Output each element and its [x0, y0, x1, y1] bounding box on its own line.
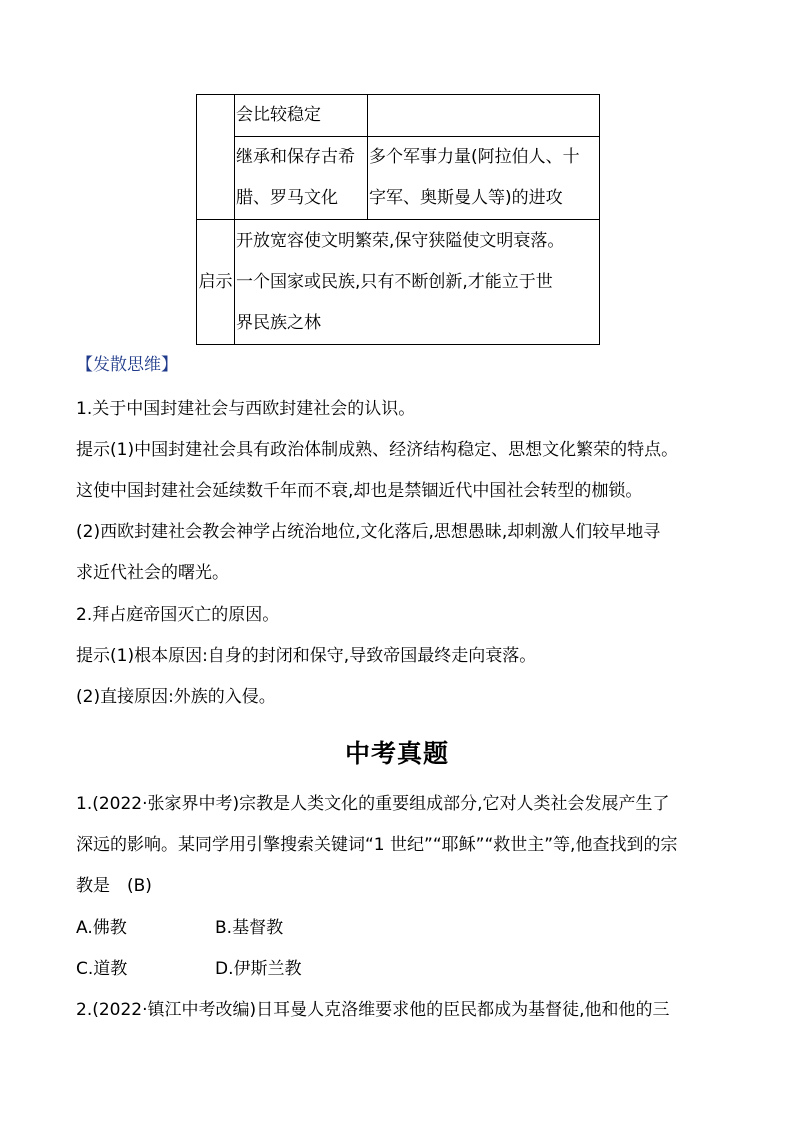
answer-option-c: C.道教 [76, 959, 128, 979]
divergent-thinking-tag: 【发散思维】 [76, 355, 178, 375]
question-text: 1.关于中国封建社会与西欧封建社会的认识。 [76, 399, 416, 419]
hint-text: (2)西欧封建社会教会神学占统治地位,文化落后,思想愚昧,却刺激人们较早地寻 [76, 522, 661, 542]
cell-line: 一个国家或民族,只有不断创新,才能立于世 [236, 271, 553, 292]
table-cell [368, 137, 600, 220]
table-row [197, 137, 600, 220]
table-row-label: 启示 [197, 220, 235, 345]
table-cell [235, 220, 600, 345]
table-row [197, 95, 600, 137]
exam-question-text: 深远的影响。某同学用引擎搜索关键词“1 世纪”“耶稣”“救世主”等,他查找到的宗 [76, 835, 678, 855]
exam-question-text: 1.(2022·张家界中考)宗教是人类文化的重要组成部分,它对人类社会发展产生了 [76, 794, 670, 814]
cell-line: 界民族之林 [236, 312, 321, 333]
hint-text: 求近代社会的曙光。 [76, 563, 229, 583]
hint-text: 提示(1)中国封建社会具有政治体制成熟、经济结构稳定、思想文化繁荣的特点。 [76, 440, 679, 460]
cell-line: 字军、奥斯曼人等)的进攻 [369, 188, 563, 208]
exam-question-text: 教是 (B) [76, 876, 152, 896]
table-cell [235, 137, 368, 220]
comparison-table [196, 94, 600, 345]
hint-text: (2)直接原因:外族的入侵。 [76, 687, 276, 707]
cell-line: 腊、罗马文化 [236, 188, 338, 208]
section-title: 中考真题 [344, 739, 449, 768]
cell-line: 继承和保存古希 [236, 147, 355, 167]
table-cell: 会比较稳定 [235, 95, 368, 137]
hint-text: 这使中国封建社会延续数千年而不衰,却也是禁锢近代中国社会转型的枷锁。 [76, 481, 643, 501]
table-cell [368, 95, 600, 137]
cell-line: 开放宽容使文明繁荣,保守狭隘使文明衰落。 [236, 230, 565, 251]
question-text: 2.拜占庭帝国灭亡的原因。 [76, 605, 280, 625]
exam-question-text: 2.(2022·镇江中考改编)日耳曼人克洛维要求他的臣民都成为基督徒,他和他的三 [76, 1000, 670, 1020]
answer-option-b: B.基督教 [215, 918, 284, 938]
hint-text: 提示(1)根本原因:自身的封闭和保守,导致帝国最终走向衰落。 [76, 646, 537, 666]
cell-line: 多个军事力量(阿拉伯人、十 [369, 147, 580, 167]
answer-option-a: A.佛教 [76, 918, 127, 938]
table-row [197, 220, 600, 345]
answer-option-d: D.伊斯兰教 [215, 959, 302, 979]
table-cell-empty-label [197, 95, 235, 220]
